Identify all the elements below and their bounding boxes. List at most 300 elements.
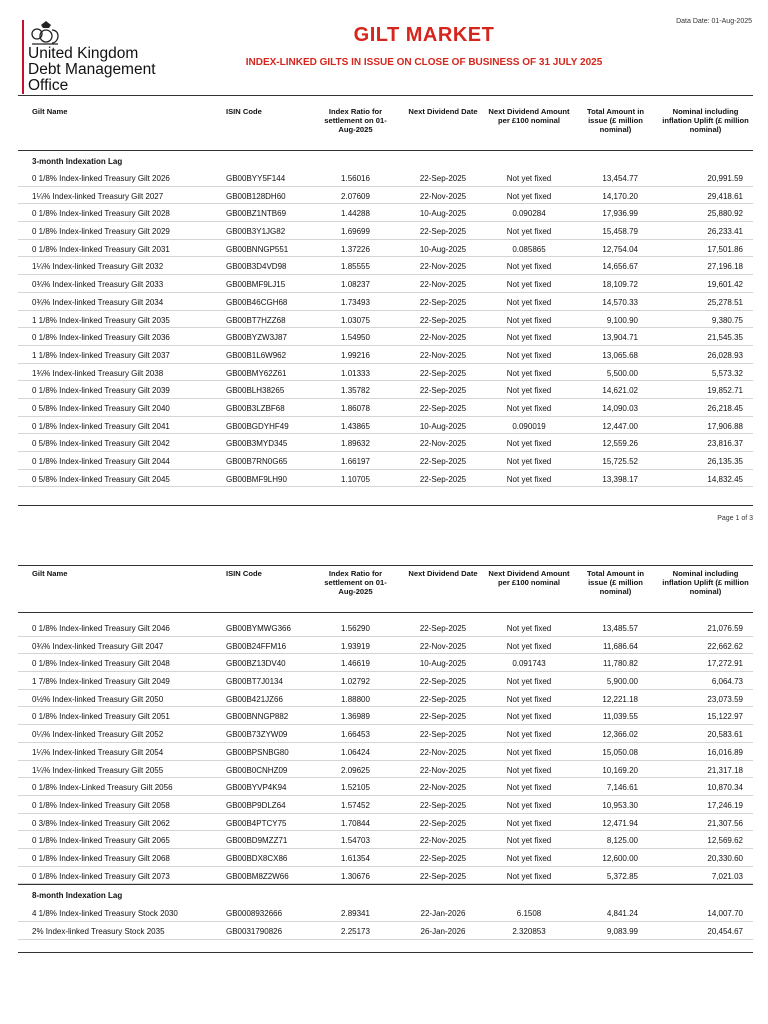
cell-next-dividend-date: 22-Sep-2025 xyxy=(419,694,467,704)
cell-gilt-name: 0¾% Index-linked Treasury Gilt 2034 xyxy=(32,297,164,307)
col-next-dividend-amount: Next Dividend Amount per £100 nominal xyxy=(488,107,570,125)
cell-index-ratio: 1.46619 xyxy=(341,659,370,669)
org-line-2: Debt Management xyxy=(28,61,156,78)
cell-index-ratio: 1.06424 xyxy=(341,747,370,757)
col-nominal-uplift: Nominal including inflation Uplift (£ million nominal) xyxy=(662,569,749,596)
cell-next-dividend-amount: Not yet fixed xyxy=(506,871,552,881)
cell-index-ratio: 1.66453 xyxy=(341,730,370,740)
table-row xyxy=(18,311,753,329)
cell-next-dividend-date: 10-Aug-2025 xyxy=(419,659,467,669)
col-gilt-name: Gilt Name xyxy=(32,107,68,116)
cell-gilt-name: 0 1/8% Index-linked Treasury Gilt 2068 xyxy=(32,853,170,863)
cell-index-ratio: 1.73493 xyxy=(341,297,370,307)
table-row xyxy=(18,849,753,867)
cell-next-dividend-amount: 0.090284 xyxy=(512,209,546,219)
cell-next-dividend-date: 22-Sep-2025 xyxy=(419,818,467,828)
cell-index-ratio: 1.89632 xyxy=(341,439,370,449)
cell-next-dividend-amount: Not yet fixed xyxy=(506,694,552,704)
col-nominal-uplift: Nominal including inflation Uplift (£ million nominal) xyxy=(662,107,749,134)
cell-isin-code: GB00B3MYD345 xyxy=(226,439,288,449)
cell-nominal-uplift: 21,076.59 xyxy=(707,624,743,633)
table-row xyxy=(18,257,753,275)
table-row xyxy=(18,275,753,293)
cell-nominal-uplift: 21,307.56 xyxy=(707,818,743,828)
page-1-end-rule xyxy=(18,505,753,506)
cell-gilt-name: 1¼% Index-linked Treasury Gilt 2055 xyxy=(32,765,164,775)
cell-next-dividend-date: 22-Sep-2025 xyxy=(419,457,467,466)
table-row xyxy=(18,654,753,672)
cell-total-amount: 11,039.55 xyxy=(603,712,638,722)
cell-nominal-uplift: 26,233.41 xyxy=(707,227,743,237)
cell-next-dividend-amount: Not yet fixed xyxy=(506,624,552,633)
table-row xyxy=(18,222,753,240)
cell-nominal-uplift: 6,064.73 xyxy=(711,677,743,687)
cell-isin-code: GB00BDX8CX86 xyxy=(226,853,288,863)
cell-index-ratio: 1.70844 xyxy=(341,818,370,828)
cell-nominal-uplift: 17,906.88 xyxy=(707,421,743,431)
cell-gilt-name: 0 1/8% Index-linked Treasury Gilt 2065 xyxy=(32,836,170,846)
cell-index-ratio: 1.03075 xyxy=(341,315,370,325)
cell-nominal-uplift: 21,545.35 xyxy=(707,333,743,343)
cell-gilt-name: 0 1/8% Index-linked Treasury Gilt 2026 xyxy=(32,174,170,183)
cell-isin-code: GB00B46CGH68 xyxy=(226,297,288,307)
cell-index-ratio: 1.66197 xyxy=(341,457,370,466)
cell-next-dividend-amount: Not yet fixed xyxy=(506,747,552,757)
cell-next-dividend-date: 10-Aug-2025 xyxy=(419,421,467,431)
cell-next-dividend-amount: Not yet fixed xyxy=(506,765,552,775)
cell-index-ratio: 1.43865 xyxy=(341,421,370,431)
cell-index-ratio: 1.30676 xyxy=(341,871,370,881)
cell-index-ratio: 1.52105 xyxy=(341,783,370,793)
cell-nominal-uplift: 9,380.75 xyxy=(711,315,743,325)
cell-next-dividend-amount: Not yet fixed xyxy=(506,836,552,846)
table-row xyxy=(18,434,753,452)
cell-gilt-name: 0 1/8% Index-linked Treasury Gilt 2073 xyxy=(32,871,170,881)
cell-total-amount: 14,170.20 xyxy=(602,191,638,201)
col-isin: ISIN Code xyxy=(226,107,262,116)
cell-isin-code: GB00BNNGP882 xyxy=(226,712,289,722)
cell-gilt-name: 0 1/8% Index-linked Treasury Gilt 2028 xyxy=(32,209,170,219)
cell-gilt-name: 4 1/8% Index-linked Treasury Stock 2030 xyxy=(32,909,178,919)
cell-next-dividend-amount: Not yet fixed xyxy=(506,227,552,237)
cell-nominal-uplift: 26,218.45 xyxy=(707,403,743,413)
cell-gilt-name: 0¾% Index-linked Treasury Gilt 2033 xyxy=(32,280,164,290)
cell-gilt-name: 1¾% Index-linked Treasury Gilt 2038 xyxy=(32,368,164,378)
cell-isin-code: GB00BGDYHF49 xyxy=(226,421,289,431)
cell-total-amount: 11,686.64 xyxy=(603,641,638,651)
table-row xyxy=(18,470,753,488)
cell-total-amount: 9,083.99 xyxy=(606,927,638,936)
cell-total-amount: 5,372.85 xyxy=(606,871,638,881)
cell-gilt-name: 0 5/8% Index-linked Treasury Gilt 2042 xyxy=(32,439,170,449)
cell-next-dividend-date: 22-Nov-2025 xyxy=(419,333,467,343)
cell-next-dividend-amount: Not yet fixed xyxy=(506,280,552,290)
cell-next-dividend-amount: Not yet fixed xyxy=(506,439,552,449)
col-next-dividend-date: Next Dividend Date xyxy=(408,569,478,578)
cell-nominal-uplift: 15,122.97 xyxy=(707,712,743,722)
cell-next-dividend-amount: 0.090019 xyxy=(512,421,546,431)
table-row xyxy=(18,778,753,796)
cell-next-dividend-date: 22-Nov-2025 xyxy=(419,836,467,846)
cell-next-dividend-date: 22-Sep-2025 xyxy=(419,853,467,863)
cell-isin-code: GB00B0CNHZ09 xyxy=(226,765,288,775)
cell-nominal-uplift: 20,330.60 xyxy=(707,853,743,863)
rows-page-1 xyxy=(18,169,753,487)
table-header xyxy=(18,104,753,150)
cell-total-amount: 5,500.00 xyxy=(606,368,638,378)
cell-isin-code: GB00BNNGP551 xyxy=(226,244,289,254)
cell-nominal-uplift: 22,662.62 xyxy=(707,641,743,651)
cell-index-ratio: 2.07609 xyxy=(341,191,370,201)
cell-gilt-name: 0 1/8% Index-linked Treasury Gilt 2044 xyxy=(32,457,170,466)
table-row xyxy=(18,204,753,222)
cell-index-ratio: 1.99216 xyxy=(341,350,370,360)
cell-index-ratio: 1.69699 xyxy=(341,227,370,237)
cell-gilt-name: 0 1/8% Index-Linked Treasury Gilt 2056 xyxy=(32,783,173,793)
cell-isin-code: GB00BD9MZZ71 xyxy=(226,836,288,846)
cell-isin-code: GB00BP9DLZ64 xyxy=(226,800,286,810)
cell-total-amount: 14,621.02 xyxy=(602,386,638,396)
table-row xyxy=(18,743,753,761)
cell-next-dividend-amount: Not yet fixed xyxy=(506,853,552,863)
table-row xyxy=(18,417,753,435)
cell-next-dividend-amount: Not yet fixed xyxy=(506,474,552,484)
cell-next-dividend-amount: Not yet fixed xyxy=(506,800,552,810)
cell-total-amount: 9,100.90 xyxy=(606,315,638,325)
col-total-amount: Total Amount in issue (£ million nominal) xyxy=(587,107,644,134)
cell-next-dividend-date: 22-Sep-2025 xyxy=(419,403,467,413)
cell-total-amount: 13,398.17 xyxy=(602,474,638,484)
cell-next-dividend-date: 22-Sep-2025 xyxy=(419,730,467,740)
cell-index-ratio: 1.35782 xyxy=(341,386,370,396)
cell-next-dividend-date: 22-Sep-2025 xyxy=(419,677,467,687)
table-row xyxy=(18,293,753,311)
cell-next-dividend-date: 22-Nov-2025 xyxy=(419,641,467,651)
col-total-amount: Total Amount in issue (£ million nominal) xyxy=(587,569,644,596)
table-row xyxy=(18,690,753,708)
cell-total-amount: 12,754.04 xyxy=(602,244,638,254)
cell-nominal-uplift: 20,583.61 xyxy=(707,730,743,740)
cell-gilt-name: 0 3/8% Index-linked Treasury Gilt 2062 xyxy=(32,818,170,828)
col-next-dividend-amount: Next Dividend Amount per £100 nominal xyxy=(488,569,570,587)
cell-total-amount: 4,841.24 xyxy=(606,909,638,919)
cell-nominal-uplift: 20,991.59 xyxy=(707,174,743,183)
page-2-end-rule xyxy=(18,952,753,953)
cell-total-amount: 14,570.33 xyxy=(602,297,638,307)
table-row xyxy=(18,169,753,187)
rows-page-2 xyxy=(18,619,753,884)
cell-next-dividend-amount: 6.1508 xyxy=(516,909,542,919)
cell-next-dividend-date: 22-Nov-2025 xyxy=(419,439,467,449)
cell-next-dividend-date: 26-Jan-2026 xyxy=(420,927,466,936)
cell-isin-code: GB00BYZW3J87 xyxy=(226,333,287,343)
cell-gilt-name: 0 1/8% Index-linked Treasury Gilt 2046 xyxy=(32,624,170,633)
cell-next-dividend-date: 22-Nov-2025 xyxy=(419,747,467,757)
cell-next-dividend-date: 22-Nov-2025 xyxy=(419,191,467,201)
cell-total-amount: 12,221.18 xyxy=(602,694,638,704)
cell-index-ratio: 2.09625 xyxy=(341,765,370,775)
table-row xyxy=(18,364,753,382)
table-row xyxy=(18,328,753,346)
gilts-table-page-1 xyxy=(18,104,753,487)
cell-total-amount: 17,936.99 xyxy=(602,209,638,219)
cell-gilt-name: 1¼% Index-linked Treasury Gilt 2032 xyxy=(32,262,164,272)
cell-index-ratio: 1.02792 xyxy=(341,677,370,687)
cell-total-amount: 12,471.94 xyxy=(602,818,638,828)
cell-gilt-name: 0 1/8% Index-linked Treasury Gilt 2039 xyxy=(32,386,170,396)
cell-isin-code: GB0008932666 xyxy=(226,909,283,919)
organisation-name xyxy=(28,46,156,94)
cell-gilt-name: 1 1/8% Index-linked Treasury Gilt 2037 xyxy=(32,350,170,360)
rows-page-2-8-month xyxy=(18,904,753,939)
cell-next-dividend-amount: 0.085865 xyxy=(512,244,546,254)
cell-gilt-name: 1 1/8% Index-linked Treasury Gilt 2035 xyxy=(32,315,170,325)
cell-next-dividend-date: 22-Nov-2025 xyxy=(419,783,467,793)
table-row xyxy=(18,867,753,885)
cell-next-dividend-amount: Not yet fixed xyxy=(506,174,552,183)
cell-next-dividend-amount: Not yet fixed xyxy=(506,333,552,343)
cell-gilt-name: 0 1/8% Index-linked Treasury Gilt 2036 xyxy=(32,333,170,343)
cell-isin-code: GB00BLH38265 xyxy=(226,386,285,396)
cell-gilt-name: 0 1/8% Index-linked Treasury Gilt 2029 xyxy=(32,227,170,237)
cell-isin-code: GB00B3LZBF68 xyxy=(226,403,285,413)
cell-total-amount: 11,780.82 xyxy=(603,659,638,669)
cell-isin-code: GB00BYMWG366 xyxy=(226,624,291,633)
table-row xyxy=(18,240,753,258)
cell-isin-code: GB00BMF9LJ15 xyxy=(226,280,286,290)
page-title: GILT MARKET xyxy=(353,24,495,46)
org-line-1: United Kingdom xyxy=(28,45,139,62)
cell-nominal-uplift: 10,870.34 xyxy=(707,783,743,793)
cell-next-dividend-date: 22-Sep-2025 xyxy=(419,315,467,325)
cell-next-dividend-date: 22-Sep-2025 xyxy=(419,174,467,183)
cell-total-amount: 14,656.67 xyxy=(602,262,638,272)
cell-isin-code: GB00BYY5F144 xyxy=(226,174,286,183)
cell-total-amount: 13,065.68 xyxy=(602,350,638,360)
cell-next-dividend-date: 22-Nov-2025 xyxy=(419,280,467,290)
cell-total-amount: 18,109.72 xyxy=(602,280,638,290)
cell-next-dividend-amount: Not yet fixed xyxy=(506,403,552,413)
cell-nominal-uplift: 29,418.61 xyxy=(707,191,743,201)
cell-nominal-uplift: 26,028.93 xyxy=(707,350,743,360)
col-index-ratio: Index Ratio for settlement on 01-Aug-2025 xyxy=(324,569,387,596)
cell-nominal-uplift: 7,021.03 xyxy=(711,871,743,881)
header-rule xyxy=(18,95,753,96)
cell-gilt-name: 1¼% Index-linked Treasury Gilt 2027 xyxy=(32,191,164,201)
table-row xyxy=(18,452,753,470)
cell-next-dividend-date: 22-Sep-2025 xyxy=(419,624,467,633)
gilts-table-page-2 xyxy=(18,566,753,940)
cell-next-dividend-date: 22-Sep-2025 xyxy=(419,712,467,722)
cell-isin-code: GB00B73ZYW09 xyxy=(226,730,288,740)
cell-gilt-name: 1 7/8% Index-linked Treasury Gilt 2049 xyxy=(32,677,170,687)
cell-next-dividend-amount: 0.091743 xyxy=(512,659,546,669)
cell-next-dividend-amount: Not yet fixed xyxy=(506,712,552,722)
table-row xyxy=(18,637,753,655)
cell-gilt-name: 0 1/8% Index-linked Treasury Gilt 2041 xyxy=(32,421,170,431)
cell-gilt-name: 0 1/8% Index-linked Treasury Gilt 2048 xyxy=(32,659,170,669)
cell-nominal-uplift: 19,852.71 xyxy=(707,386,743,396)
table-row xyxy=(18,707,753,725)
cell-next-dividend-amount: Not yet fixed xyxy=(506,457,552,466)
cell-next-dividend-date: 22-Jan-2026 xyxy=(420,909,466,919)
table-row xyxy=(18,672,753,690)
cell-next-dividend-date: 10-Aug-2025 xyxy=(419,209,467,219)
cell-next-dividend-amount: Not yet fixed xyxy=(506,297,552,307)
cell-gilt-name: 0¾% Index-linked Treasury Gilt 2047 xyxy=(32,641,164,651)
cell-nominal-uplift: 25,880.92 xyxy=(707,209,743,219)
cell-gilt-name: 0 5/8% Index-linked Treasury Gilt 2045 xyxy=(32,474,170,484)
cell-next-dividend-amount: Not yet fixed xyxy=(506,677,552,687)
cell-nominal-uplift: 12,569.62 xyxy=(707,836,743,846)
section-8-month-lag: 8-month Indexation Lag xyxy=(18,884,753,904)
cell-isin-code: GB00BMY62Z61 xyxy=(226,368,287,378)
cell-total-amount: 12,600.00 xyxy=(602,853,638,863)
cell-index-ratio: 1.36989 xyxy=(341,712,370,722)
cell-isin-code: GB00B4PTCY75 xyxy=(226,818,287,828)
cell-index-ratio: 1.57452 xyxy=(341,800,370,810)
cell-next-dividend-date: 22-Sep-2025 xyxy=(419,386,467,396)
data-date: Data Date: 01-Aug-2025 xyxy=(676,18,752,25)
cell-next-dividend-amount: Not yet fixed xyxy=(506,350,552,360)
cell-total-amount: 12,366.02 xyxy=(602,730,638,740)
cell-nominal-uplift: 23,073.59 xyxy=(707,694,743,704)
cell-nominal-uplift: 16,016.89 xyxy=(707,747,743,757)
cell-next-dividend-amount: Not yet fixed xyxy=(506,730,552,740)
cell-nominal-uplift: 17,246.19 xyxy=(707,800,743,810)
cell-index-ratio: 1.88800 xyxy=(341,694,370,704)
cell-gilt-name: 0 1/8% Index-linked Treasury Gilt 2051 xyxy=(32,712,170,722)
cell-nominal-uplift: 17,272.91 xyxy=(707,659,743,669)
cell-nominal-uplift: 27,196.18 xyxy=(707,262,743,272)
cell-total-amount: 13,904.71 xyxy=(602,333,638,343)
cell-total-amount: 15,458.79 xyxy=(602,227,638,237)
cell-total-amount: 7,146.61 xyxy=(606,783,638,793)
cell-gilt-name: 0 5/8% Index-linked Treasury Gilt 2040 xyxy=(32,403,170,413)
cell-next-dividend-amount: Not yet fixed xyxy=(506,315,552,325)
cell-next-dividend-amount: Not yet fixed xyxy=(506,783,552,793)
table-row xyxy=(18,619,753,637)
table-row xyxy=(18,831,753,849)
cell-isin-code: GB00BYVP4K94 xyxy=(226,783,287,793)
cell-next-dividend-amount: Not yet fixed xyxy=(506,262,552,272)
cell-isin-code: GB00BT7J0134 xyxy=(226,677,283,687)
cell-total-amount: 13,454.77 xyxy=(602,174,638,183)
cell-total-amount: 12,447.00 xyxy=(602,421,638,431)
cell-index-ratio: 1.61354 xyxy=(341,853,370,863)
table-row xyxy=(18,922,753,940)
cell-next-dividend-date: 22-Sep-2025 xyxy=(419,800,467,810)
cell-total-amount: 14,090.03 xyxy=(602,403,638,413)
cell-gilt-name: 2% Index-linked Treasury Stock 2035 xyxy=(32,927,165,936)
page-subtitle: INDEX-LINKED GILTS IN ISSUE ON CLOSE OF BUSINESS OF 31 JULY 2025 xyxy=(245,57,603,68)
cell-next-dividend-date: 22-Sep-2025 xyxy=(419,871,467,881)
table-row xyxy=(18,796,753,814)
col-next-dividend-date: Next Dividend Date xyxy=(408,107,478,116)
cell-index-ratio: 1.37226 xyxy=(341,244,370,254)
cell-nominal-uplift: 17,501.86 xyxy=(707,244,743,254)
table-row xyxy=(18,814,753,832)
cell-total-amount: 8,125.00 xyxy=(606,836,638,846)
cell-nominal-uplift: 19,601.42 xyxy=(707,280,743,290)
cell-isin-code: GB00B128DH60 xyxy=(226,191,286,201)
cell-next-dividend-date: 22-Sep-2025 xyxy=(419,227,467,237)
cell-isin-code: GB0031790826 xyxy=(226,927,283,936)
cell-next-dividend-date: 22-Nov-2025 xyxy=(419,765,467,775)
cell-index-ratio: 1.10705 xyxy=(341,474,370,484)
cell-gilt-name: 0 1/8% Index-linked Treasury Gilt 2031 xyxy=(32,244,170,254)
cell-isin-code: GB00BT7HZZ68 xyxy=(226,315,286,325)
cell-gilt-name: 0¼% Index-linked Treasury Gilt 2052 xyxy=(32,730,164,740)
cell-next-dividend-date: 22-Sep-2025 xyxy=(419,474,467,484)
cell-next-dividend-date: 22-Nov-2025 xyxy=(419,262,467,272)
col-isin: ISIN Code xyxy=(226,569,262,578)
table-row xyxy=(18,725,753,743)
cell-index-ratio: 1.56290 xyxy=(341,624,370,633)
cell-index-ratio: 2.25173 xyxy=(341,927,370,936)
cell-index-ratio: 2.89341 xyxy=(341,909,370,919)
cell-index-ratio: 1.86078 xyxy=(341,403,370,413)
table-header-page-2 xyxy=(18,566,753,612)
col-gilt-name: Gilt Name xyxy=(32,569,68,578)
cell-next-dividend-amount: Not yet fixed xyxy=(506,191,552,201)
cell-isin-code: GB00B7RN0G65 xyxy=(226,457,288,466)
cell-total-amount: 13,485.57 xyxy=(602,624,638,633)
cell-isin-code: GB00BMF9LH90 xyxy=(226,474,287,484)
cell-isin-code: GB00BM8Z2W66 xyxy=(226,871,289,881)
table-row xyxy=(18,381,753,399)
table-row xyxy=(18,187,753,205)
cell-index-ratio: 1.54703 xyxy=(341,836,370,846)
cell-index-ratio: 1.01333 xyxy=(341,368,370,378)
cell-nominal-uplift: 14,832.45 xyxy=(707,474,743,484)
cell-isin-code: GB00B1L6W962 xyxy=(226,350,287,360)
cell-nominal-uplift: 23,816.37 xyxy=(707,439,743,449)
cell-gilt-name: 0 1/8% Index-linked Treasury Gilt 2058 xyxy=(32,800,170,810)
table-row xyxy=(18,399,753,417)
cell-next-dividend-amount: Not yet fixed xyxy=(506,368,552,378)
cell-nominal-uplift: 21,317.18 xyxy=(707,765,743,775)
cell-isin-code: GB00BZ13DV40 xyxy=(226,659,286,669)
cell-isin-code: GB00BZ1NTB69 xyxy=(226,209,287,219)
cell-index-ratio: 1.44288 xyxy=(341,209,370,219)
cell-isin-code: GB00B421JZ66 xyxy=(226,694,283,704)
cell-gilt-name: 0½% Index-linked Treasury Gilt 2050 xyxy=(32,694,164,704)
cell-next-dividend-date: 10-Aug-2025 xyxy=(419,244,467,254)
table-row xyxy=(18,761,753,779)
cell-total-amount: 15,050.08 xyxy=(602,747,638,757)
cell-nominal-uplift: 14,007.70 xyxy=(707,909,743,919)
col-index-ratio: Index Ratio for settlement on 01-Aug-2025 xyxy=(324,107,387,134)
cell-index-ratio: 1.08237 xyxy=(341,280,370,290)
cell-isin-code: GB00BPSNBG80 xyxy=(226,747,289,757)
cell-total-amount: 10,169.20 xyxy=(602,765,638,775)
cell-total-amount: 10,953.30 xyxy=(602,800,638,810)
cell-isin-code: GB00B3Y1JG82 xyxy=(226,227,286,237)
cell-next-dividend-amount: 2.320853 xyxy=(512,927,546,936)
table-header-rule xyxy=(18,612,753,613)
cell-next-dividend-date: 22-Sep-2025 xyxy=(419,297,467,307)
cell-gilt-name: 1¼% Index-linked Treasury Gilt 2054 xyxy=(32,747,164,757)
cell-nominal-uplift: 25,278.51 xyxy=(707,297,743,307)
cell-nominal-uplift: 5,573.32 xyxy=(711,368,743,378)
org-line-3: Office xyxy=(28,77,69,94)
cell-index-ratio: 1.56016 xyxy=(341,174,370,183)
cell-nominal-uplift: 26,135.35 xyxy=(707,457,743,466)
cell-total-amount: 5,900.00 xyxy=(606,677,638,687)
cell-total-amount: 15,725.52 xyxy=(602,457,638,466)
cell-isin-code: GB00B3D4VD98 xyxy=(226,262,287,272)
